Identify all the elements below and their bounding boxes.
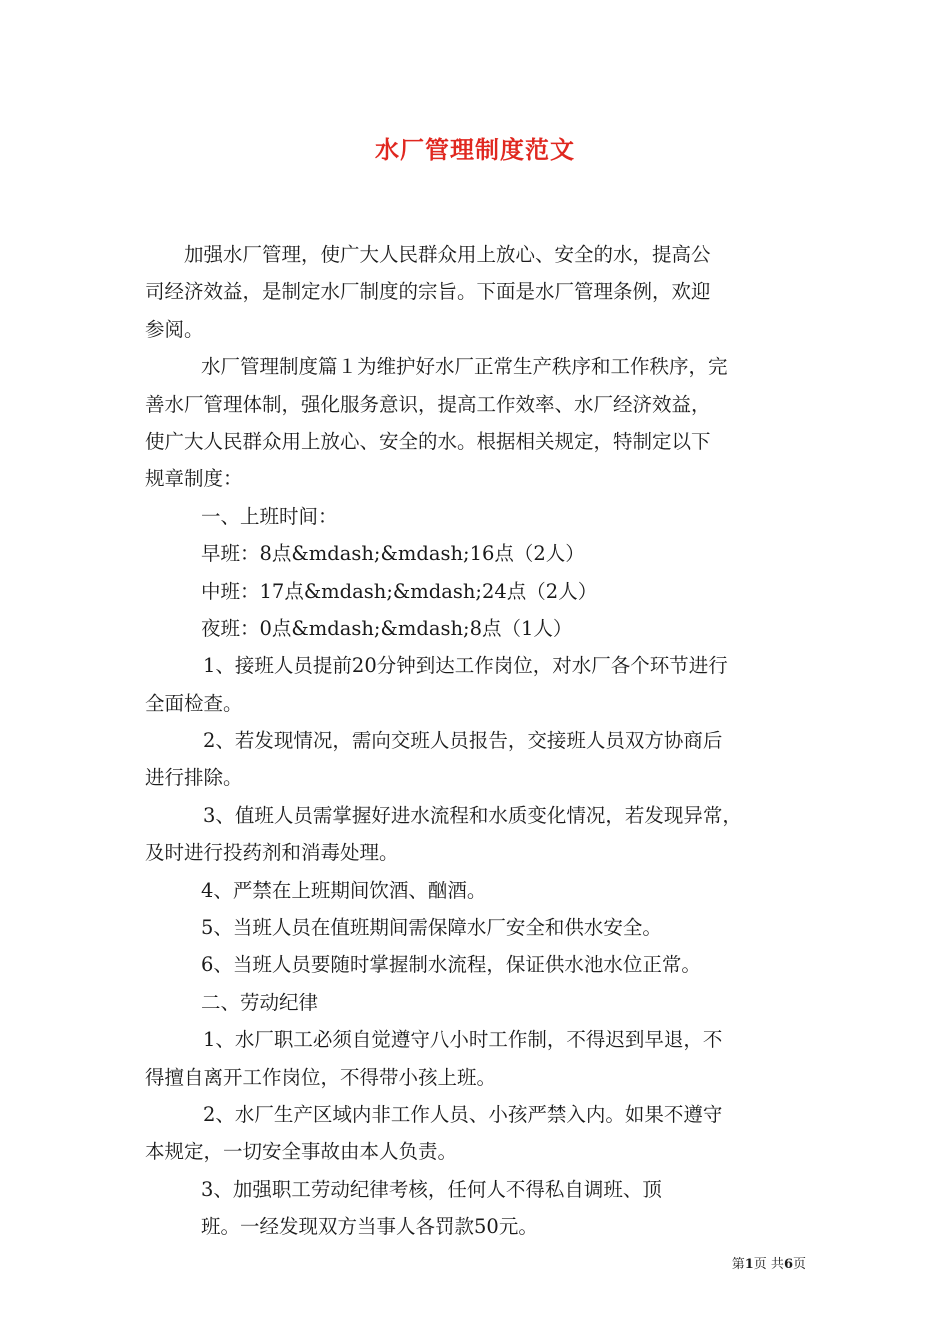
current-page-number: 1 (744, 1257, 754, 1272)
footer-middle: 页 共 (753, 1257, 784, 1272)
shift-item-morning: 早班：8点&mdash;&mdash;16点（2人） (201, 542, 585, 566)
paragraph-line: 4、严禁在上班期间饮酒、酗酒。 (201, 878, 487, 902)
shift-item-night: 夜班：0点&mdash;&mdash;8点（1人） (201, 616, 573, 640)
paragraph-line: 参阅。 (145, 317, 204, 341)
total-page-number: 6 (783, 1257, 793, 1272)
document-body (145, 236, 810, 1246)
paragraph-line: 水厂管理制度篇１为维护好水厂正常生产秩序和工作秩序，完 (201, 355, 728, 379)
paragraph-line: 1、接班人员提前20分钟到达工作岗位，对水厂各个环节进行 (203, 654, 728, 678)
shift-item-middle: 中班：17点&mdash;&mdash;24点（2人） (201, 579, 598, 603)
paragraph-line: 班。一经发现双方当事人各罚款50元。 (201, 1215, 538, 1239)
paragraph-line: 6、当班人员要随时掌握制水流程，保证供水池水位正常。 (201, 953, 701, 977)
paragraph-line: 司经济效益，是制定水厂制度的宗旨。下面是水厂管理条例，欢迎 (145, 280, 711, 304)
paragraph-line: 及时进行投药剂和消毒处理。 (145, 841, 399, 865)
section-heading: 一、上班时间： (201, 504, 338, 528)
paragraph-line: 2、水厂生产区域内非工作人员、小孩严禁入内。如果不遵守 (203, 1102, 723, 1126)
paragraph-line: 善水厂管理体制，强化服务意识，提高工作效率、水厂经济效益， (145, 392, 711, 416)
paragraph-line: 得擅自离开工作岗位，不得带小孩上班。 (145, 1065, 497, 1089)
paragraph-line: 3、加强职工劳动纪律考核，任何人不得私自调班、顶 (201, 1177, 662, 1201)
paragraph-line: 进行排除。 (145, 766, 243, 790)
document-title: 水厂管理制度范文 (375, 135, 575, 164)
page-number-footer (0, 1256, 806, 1274)
paragraph-line: 5、当班人员在值班期间需保障水厂安全和供水安全。 (201, 916, 662, 940)
paragraph-line: 1、水厂职工必须自觉遵守八小时工作制，不得迟到早退，不 (203, 1028, 723, 1052)
section-heading: 二、劳动纪律 (201, 990, 319, 1014)
paragraph-line: 2、若发现情况，需向交班人员报告，交接班人员双方协商后 (203, 729, 723, 753)
paragraph-line: 使广大人民群众用上放心、安全的水。根据相关规定，特制定以下 (145, 429, 711, 453)
paragraph-line: 3、值班人员需掌握好进水流程和水质变化情况，若发现异常， (203, 803, 742, 827)
paragraph-line: 规章制度： (145, 467, 243, 491)
paragraph-line: 全面检查。 (145, 691, 243, 715)
footer-prefix: 第 (731, 1257, 745, 1272)
paragraph-line: 加强水厂管理，使广大人民群众用上放心、安全的水，提高公 (184, 243, 711, 266)
paragraph-line: 本规定，一切安全事故由本人负责。 (145, 1140, 458, 1164)
footer-suffix: 页 (792, 1257, 806, 1272)
